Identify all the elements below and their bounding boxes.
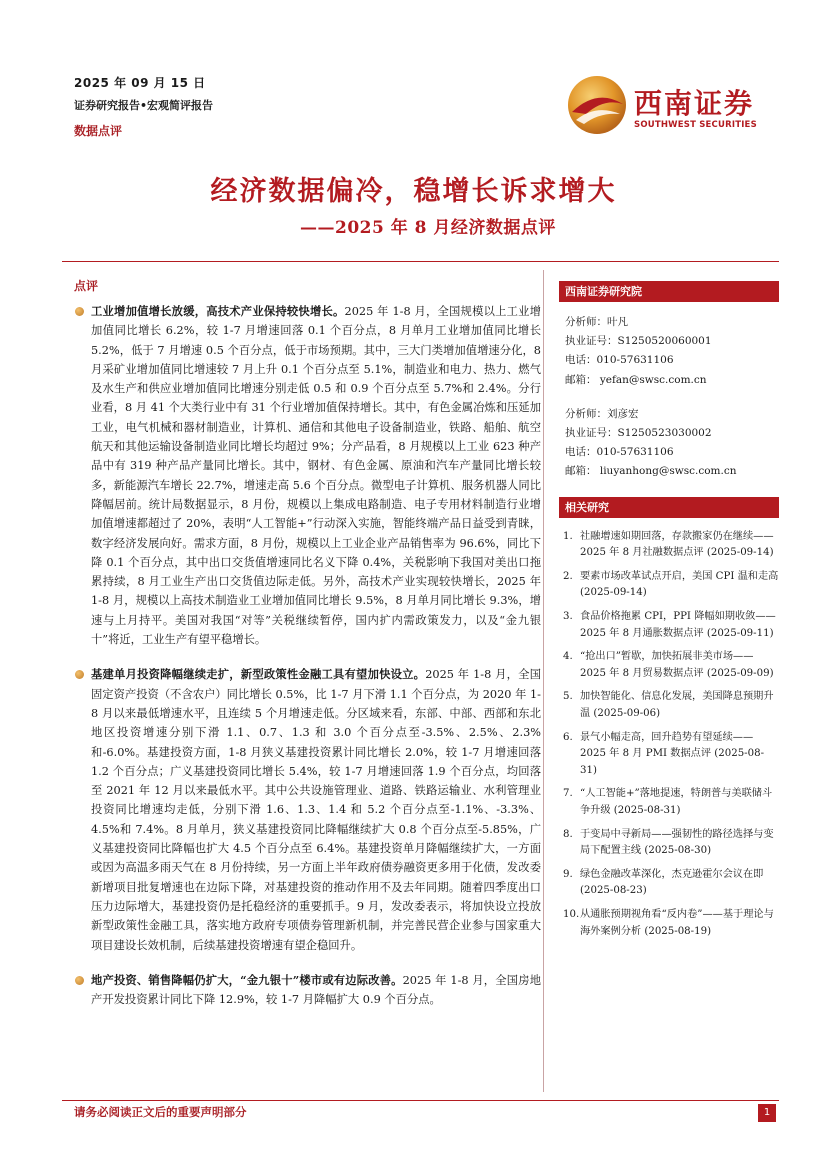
company-logo — [566, 74, 766, 136]
related-research-header: 相关研究 — [559, 497, 779, 518]
related-item-text: “人工智能+”落地提速，特朗普与美联储斗争升级 (2025-08-31) — [580, 788, 773, 816]
related-item[interactable] — [563, 649, 779, 682]
related-item-text: 社融增速如期回落，存款搬家仍在继续——2025 年 8 月社融数据点评 (2025-09-14) — [580, 530, 774, 559]
related-item-text: 食品价格拖累 CPI，PPI 降幅如期收敛——2025 年 8 月通胀数据点评 (2025-09-11) — [580, 611, 776, 639]
column-divider — [543, 270, 544, 1092]
paragraph-body: 2025 年 1-8 月，全国房地产开发投资累计同比下降 12.9%，较 1-7 月降幅扩大 0.9 个百分点。 — [91, 973, 541, 1007]
related-item[interactable] — [563, 786, 779, 819]
related-research-list — [559, 518, 779, 940]
related-item-number: 1. — [563, 530, 573, 542]
paragraph-body: 2025 年 1-8 月，全国固定资产投资（不含农户）同比增长 0.5%，比 1-7 月下滑 1.1 个百分点，为 2020 年 1-8 月以来最低增速水平，且连续 5 个月增速走低。分区域来看，东部、中部、西部和东北地区投资增速分别下滑 1.1、0.7、1.3 和 3.0 个百分点至-3.5%、2.5%、2.3%和-6.0%。基建投资方面，1-8 月狭义基建投资累计同比增长 2.0%，较 1-7 月增速回落 1.2 个百分点；广义基建投资同比增长 5.4%，较 1-7 月增速回落 1.9 个百分点，均回落至 2021 年 12 月以来最低水平。其中公共设施管理业、道路、铁路运输业、水利管理业投资同比增速均走低，分别下滑 1.6、1.3、1.4 和 5.2 个百分点至-1.1%、-3.3%、4.5%和 7.4%。8 月单月，狭义基建投资同比降幅继续扩大 0.8 个百分点至-5.85%，广义基建投资同比降幅也扩大 4.5 个百分点至 6.4%。基建投资单月降幅继续扩大，一方面或因为高温多雨天气在 8 月份持续，另一方面上半年政府债券融资更多用于化债，发改委新增项目批复增速也在边际下降，对基建投资的推动作用不及去年同期。随着四季度出口压力边际增大，基建投资仍是托稳经济的重要抓手。9 月，发改委表示，将加快设立投放新型政策性金融工具，落实地方政府专项债券管理新机制，并完善民营企业参与国家重大项目建设长效机制，后续基建投资增速有望企稳回升。 — [91, 668, 541, 952]
related-item-text: 从通胀预期视角看“反内卷”——基于理论与海外案例分析 (2025-08-19) — [580, 908, 774, 937]
page-subtitle: ——2025 年 8 月经济数据点评 — [300, 218, 556, 238]
related-item-text: 要素市场改革试点开启，美国 CPI 温和走高 (2025-09-14) — [580, 570, 779, 599]
paragraph-infrastructure — [74, 665, 541, 954]
disclaimer-notice: 请务必阅读正文后的重要声明部分 — [74, 1105, 247, 1119]
related-item[interactable] — [563, 867, 779, 900]
related-item-number: 5. — [563, 691, 573, 703]
related-item[interactable] — [563, 827, 779, 860]
logo-name-en: SOUTHWEST SECURITIES — [634, 120, 757, 130]
analyst-name: 分析师：叶凡 — [565, 316, 628, 328]
bullet-icon — [75, 307, 84, 316]
paragraph-body: 2025 年 1-8 月，全国规模以上工业增加值同比增长 6.2%，较 1-7 月增速回落 0.1 个百分点，8 月单月工业增加值同比增长 5.2%，低于 7 月增速 0.5 个百分点，低于市场预期。其中，三大门类增加值增速分化，8 月采矿业增加值同比增速较 7 月上升 0.1 个百分点至 5.1%，制造业和电力、热力、燃气及水生产和供应业增加值同比增速分别走低 0.5 和 0.9 个百分点至 5.7%和 2.4%。分行业看，8 月 41 个大类行业中有 31 个行业增加值保持增长。其中，有色金属冶炼和压延加工业，电气机械和器材制造业，计算机、通信和其他电子设备制造业，铁路、船舶、航空航天和其他运输设备制造业同比增长均超过 9%；分产品看，8 月规模以上工业 623 种产品中有 319 种产品产量同比增长。其中，钢材、有色金属、原油和汽车产量同比增长较多，新能源汽车增长 22.7%，增速走高 5.6 个百分点。微型电子计算机、服务机器人同比降幅居前。统计局数据显示，8 月份，规模以上集成电路制造、电子专用材料制造行业增加值增速都超过了 20%，表明“人工智能+”行动深入实施，智能终端产品日益受到青睐，数字经济发展向好。需求方面，8 月份，规模以上工业企业产品销售率为 96.6%，同比下降 0.1 个百分点，其中出口交货值增速同比名义下降 0.4%，关税影响下我国对美出口拖累持续，8 月工业生产出口交货值边际走低。另外，高技术产业实现较快增长，2025 年 1-8 月，规模以上高技术制造业工业增加值同比增长 9.5%，8 月单月同比增长 9.3%，增速与上月持平。美国对我国“对等”关税继续暂停，国内扩内需政策发力，以及“金九银十”将近，工业生产有望平稳增长。 — [91, 305, 541, 647]
analyst-name: 分析师：刘彦宏 — [565, 407, 639, 420]
analyst-phone: 电话：010-57631106 — [565, 354, 674, 367]
related-item-number: 3. — [563, 611, 573, 622]
section-label: 点评 — [74, 279, 99, 293]
analyst-phone: 电话：010-57631106 — [565, 446, 674, 459]
analyst-license: 执业证号：S1250520060001 — [565, 335, 712, 348]
analyst-email[interactable]: 邮箱： yefan@swsc.com.cn — [565, 373, 707, 386]
related-item[interactable] — [563, 907, 779, 940]
paragraph-lead: 地产投资、销售降幅仍扩大，“金九银十”楼市或有边际改善。 — [91, 972, 403, 987]
related-item-number: 4. — [563, 651, 573, 663]
analyst-list — [559, 302, 779, 482]
analyst-card — [565, 313, 779, 390]
related-item-text: 加快智能化、信息化发展，美国降息预期升温 (2025-09-06) — [580, 691, 774, 719]
paragraph-lead: 工业增加值增长放缓，高技术产业保持较快增长。 — [91, 304, 345, 318]
report-type: 证券研究报告•宏观简评报告 — [74, 99, 214, 112]
bullet-icon — [75, 976, 84, 985]
analyst-email[interactable]: 邮箱： liuyanhong@swsc.com.cn — [565, 465, 737, 478]
paragraph-lead: 基建单月投资降幅继续走扩，新型政策性金融工具有望加快设立。 — [91, 667, 426, 682]
related-item[interactable] — [563, 569, 779, 602]
main-content — [74, 302, 541, 1025]
related-item-number: 7. — [563, 788, 573, 800]
sidebar — [559, 281, 779, 947]
bullet-icon — [75, 670, 84, 679]
page-number: 1 — [758, 1104, 776, 1122]
paragraph-industry — [74, 302, 541, 649]
analyst-card — [565, 405, 779, 482]
paragraph-real-estate — [74, 971, 541, 1010]
page-title: 经济数据偏冷，稳增长诉求增大 — [210, 176, 617, 207]
logo-name-cn: 西南证券 — [634, 87, 755, 120]
related-item[interactable] — [563, 730, 779, 780]
related-item-number: 6. — [563, 731, 573, 743]
related-item-number: 9. — [563, 868, 573, 880]
related-item-number: 10. — [563, 908, 580, 920]
report-category: 数据点评 — [74, 124, 123, 138]
related-item-text: “抢出口”暂歇，加快拓展非美市场——2025 年 8 月贸易数据点评 (2025-09-09) — [580, 651, 774, 679]
related-item[interactable] — [563, 689, 779, 722]
analyst-license: 执业证号：S1250523030002 — [565, 427, 712, 440]
related-item-text: 绿色金融改革深化，杰克逊霍尔会议在即 (2025-08-23) — [580, 868, 764, 897]
related-item[interactable] — [563, 609, 779, 642]
related-item-number: 8. — [563, 828, 573, 840]
related-item-text: 景气小幅走高，回升趋势有望延续——2025 年 8 月 PMI 数据点评 (2025-08-31) — [580, 731, 765, 776]
related-item-text: 于变局中寻新局——强韧性的路径选择与变局下配置主线 (2025-08-30) — [580, 828, 774, 857]
institute-header: 西南证券研究院 — [559, 281, 779, 302]
related-item-number: 2. — [563, 570, 573, 582]
related-item[interactable] — [563, 529, 779, 562]
header-divider — [62, 261, 779, 262]
footer-divider — [62, 1100, 779, 1101]
report-date: 2025 年 09 月 15 日 — [74, 76, 206, 90]
logo-emblem-icon — [566, 74, 628, 136]
